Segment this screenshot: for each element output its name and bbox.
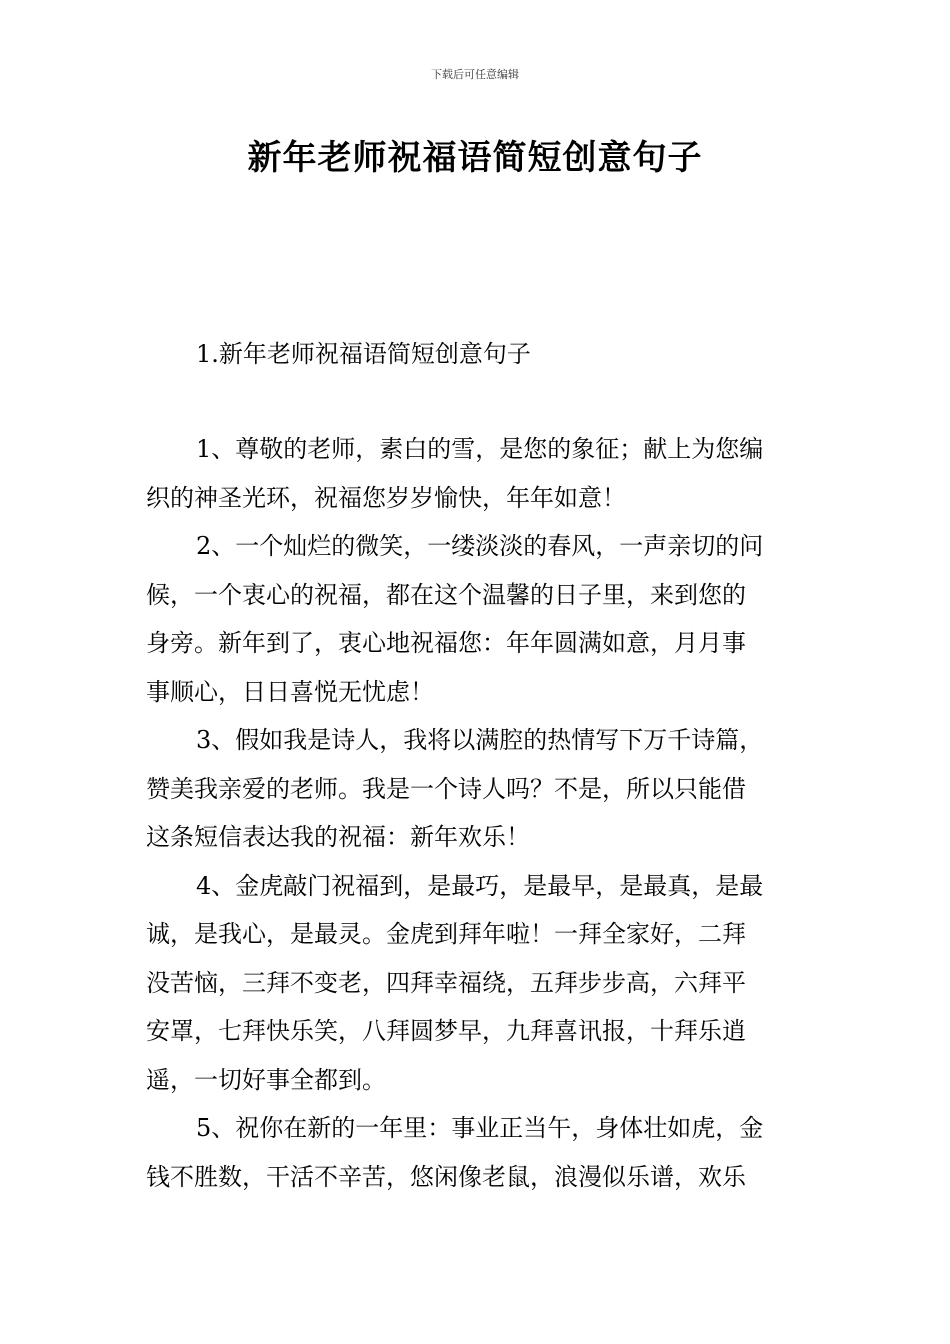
- text-line: 钱不胜数，干活不辛苦，悠闲像老鼠，浪漫似乐谱，欢乐: [146, 1162, 746, 1191]
- paragraph: [146, 862, 806, 1105]
- text-line: 事顺心，日日喜悦无忧虑！: [146, 677, 434, 706]
- text-line: 1、尊敬的老师，素白的雪，是您的象征；献上为您编: [196, 435, 764, 463]
- text-line: 候，一个衷心的祝福，都在这个温馨的日子里，来到您的: [146, 580, 746, 609]
- text-line: 安罩，七拜快乐笑，八拜圆梦早，九拜喜讯报，十拜乐逍: [146, 1017, 746, 1045]
- paragraph: [146, 1104, 806, 1201]
- text-line: 2、一个灿烂的微笑，一缕淡淡的春风，一声亲切的问: [196, 532, 764, 560]
- header-note: 下载后可任意编辑: [431, 68, 519, 81]
- section-heading: 1.新年老师祝福语简短创意句子: [196, 340, 531, 368]
- text-line: 4、金虎敲门祝福到，是最巧，是最早，是最真，是最: [196, 871, 764, 900]
- text-line: 没苦恼，三拜不变老，四拜幸福绕，五拜步步高，六拜平: [146, 968, 746, 997]
- text-line: 遥，一切好事全都到。: [146, 1065, 386, 1094]
- document-body: [146, 425, 806, 1201]
- text-line: 这条短信表达我的祝福：新年欢乐！: [146, 823, 530, 851]
- paragraph: [146, 522, 806, 716]
- text-line: 身旁。新年到了，衷心地祝福您：年年圆满如意，月月事: [146, 629, 746, 657]
- text-line: 诚，是我心，是最灵。金虎到拜年啦！一拜全家好，二拜: [146, 920, 746, 948]
- document-title: 新年老师祝福语简短创意句子: [247, 138, 703, 178]
- text-line: 赞美我亲爱的老师。我是一个诗人吗？不是，所以只能借: [146, 774, 746, 803]
- paragraph: [146, 716, 806, 862]
- text-line: 3、假如我是诗人，我将以满腔的热情写下万千诗篇，: [196, 726, 764, 754]
- paragraph: [146, 425, 806, 522]
- text-line: 5、祝你在新的一年里：事业正当午，身体壮如虎，金: [196, 1114, 764, 1142]
- text-line: 织的神圣光环，祝福您岁岁愉快，年年如意！: [146, 483, 626, 512]
